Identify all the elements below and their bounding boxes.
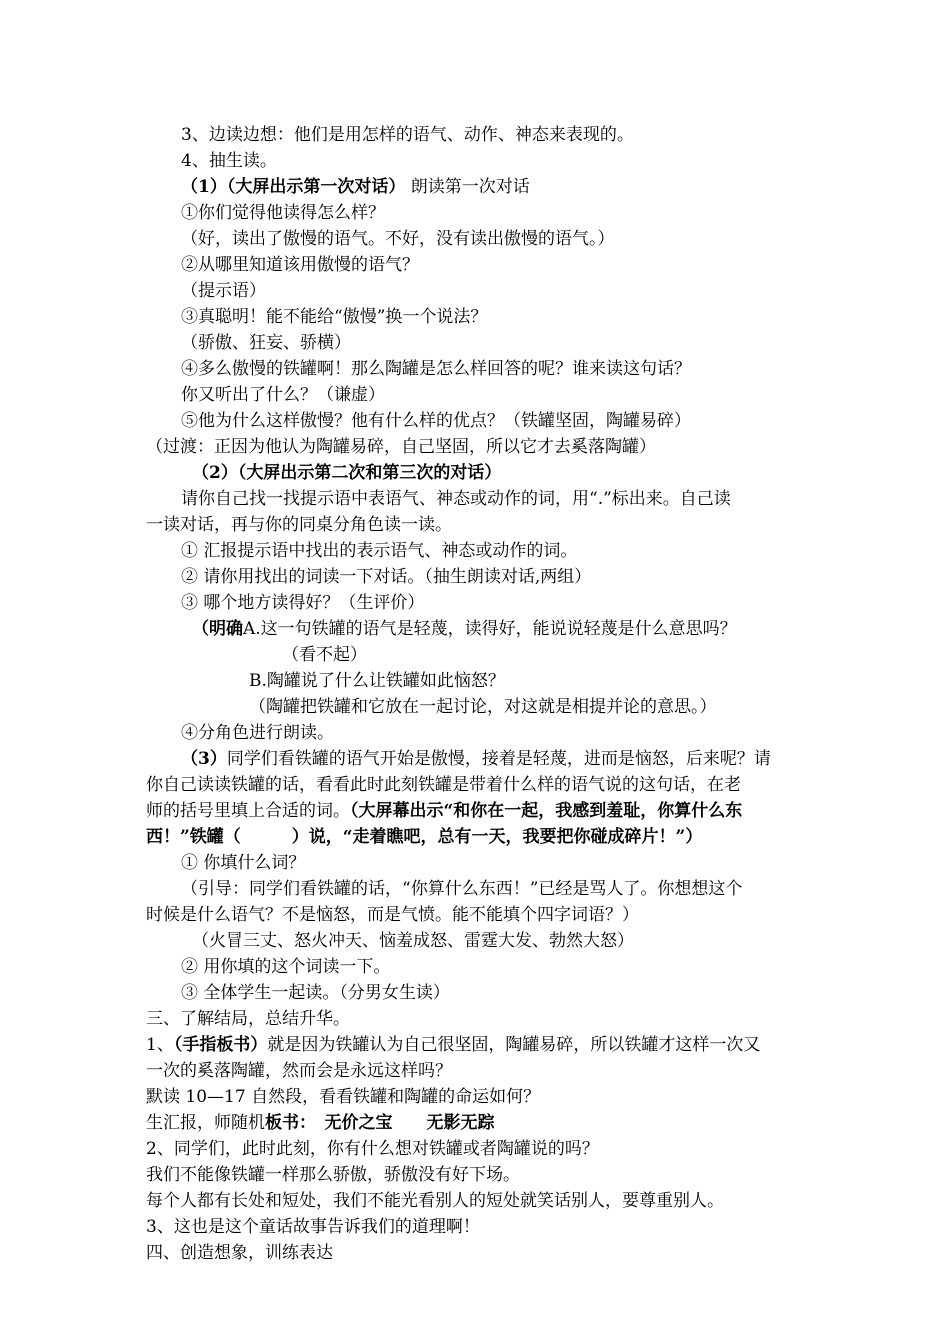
text-line: （看不起） (282, 645, 367, 665)
text-line: 一读对话，再与你的同桌分角色读一读。 (146, 515, 452, 535)
text-line: （3）同学们看铁罐的语气开始是傲慢，接着是轻蔑，进而是恼怒，后来呢？请 (181, 749, 771, 769)
text-line: ④分角色进行朗读。 (181, 723, 334, 743)
text-line: ①你们觉得他读得怎么样？ (181, 203, 385, 223)
text-line: 3、边读边想：他们是用怎样的语气、动作、神态来表现的。 (181, 125, 634, 145)
text-line: 默读 10—17 自然段，看看铁罐和陶罐的命运如何？ (146, 1087, 541, 1107)
section-heading: （2）（大屏出示第二次和第三次的对话） (192, 463, 502, 483)
text-line: （好，读出了傲慢的语气。不好，没有读出傲慢的语气。） (181, 229, 615, 249)
text-line: （陶罐把铁罐和它放在一起讨论，对这就是相提并论的意思。） (249, 697, 717, 717)
text-line: （1）（大屏出示第一次对话） 朗读第一次对话 (181, 177, 530, 197)
text-line: 4、抽生读。 (181, 151, 277, 171)
text-line: ① 汇报提示语中找出的表示语气、神态或动作的词。 (181, 541, 578, 561)
section-heading: 四、创造想象，训练表达 (146, 1243, 333, 1263)
text-line: 我们不能像铁罐一样那么骄傲，骄傲没有好下场。 (146, 1165, 520, 1185)
text-line: 1、（手指板书）就是因为铁罐认为自己很坚固，陶罐易碎，所以铁罐才这样一次又 (146, 1035, 761, 1055)
text-line: B.陶罐说了什么让铁罐如此恼怒？ (249, 671, 505, 691)
text-line: ③真聪明！能不能给“傲慢”换一个说法？ (181, 307, 488, 327)
text-line: 时候是什么语气？不是恼怒，而是气愤。能不能填个四字词语？） (146, 905, 639, 925)
text-line: （引导：同学们看铁罐的话，“你算什么东西！”已经是骂人了。你想想这个 (181, 879, 743, 899)
text-line: 2、同学们，此时此刻，你有什么想对铁罐或者陶罐说的吗？ (146, 1139, 599, 1159)
text-line: （提示语） (181, 281, 266, 301)
text-line: （骄傲、狂妄、骄横） (181, 333, 351, 353)
text-line: 西！”铁罐（ ）说，“走着瞧吧，总有一天，我要把你碰成碎片！”） (146, 827, 703, 847)
text-line: 一次的奚落陶罐，然而会是永远这样吗？ (146, 1061, 452, 1081)
text-line: 你又听出了什么？（谦虚） (181, 385, 385, 405)
text-line: 师的括号里填上合适的词。（大屏幕出示“和你在一起，我感到羞耻，你算什么东 (146, 801, 743, 821)
text-line: （过渡：正因为他认为陶罐易碎，自己坚固，所以它才去奚落陶罐） (146, 437, 656, 457)
text-line: ③ 哪个地方读得好？（生评价） (181, 593, 425, 613)
text-line: 请你自己找一找提示语中表语气、神态或动作的词，用“.”标出来。自己读 (181, 489, 731, 509)
text-line: 3、这也是这个童话故事告诉我们的道理啊！ (146, 1217, 480, 1237)
text-line: ② 请你用找出的词读一下对话。（抽生朗读对话,两组） (181, 567, 592, 587)
text-line: ① 你填什么词？ (181, 853, 306, 873)
text-line: ④多么傲慢的铁罐啊！那么陶罐是怎么样回答的呢？谁来读这句话？ (181, 359, 691, 379)
text-line: ② 用你填的这个词读一下。 (181, 957, 391, 977)
text-line: 每个人都有长处和短处，我们不能光看别人的短处就笑话别人，要尊重别人。 (146, 1191, 724, 1211)
text-line: （明确A.这一句铁罐的语气是轻蔑，读得好，能说说轻蔑是什么意思吗？ (192, 619, 737, 639)
text-line: 生汇报，师随机板书： 无价之宝 无影无踪 (146, 1113, 495, 1133)
text-line: ③ 全体学生一起读。（分男女生读） (181, 983, 450, 1003)
text-line: ②从哪里知道该用傲慢的语气？ (181, 255, 419, 275)
text-line: ⑤他为什么这样傲慢？他有什么样的优点？（铁罐坚固，陶罐易碎） (181, 411, 691, 431)
text-line: 你自己读读铁罐的话，看看此时此刻铁罐是带着什么样的语气说的这句话，在老 (146, 775, 741, 795)
text-line: （火冒三丈、怒火冲天、恼羞成怒、雷霆大发、勃然大怒） (192, 931, 634, 951)
section-heading: 三、了解结局，总结升华。 (146, 1009, 350, 1029)
